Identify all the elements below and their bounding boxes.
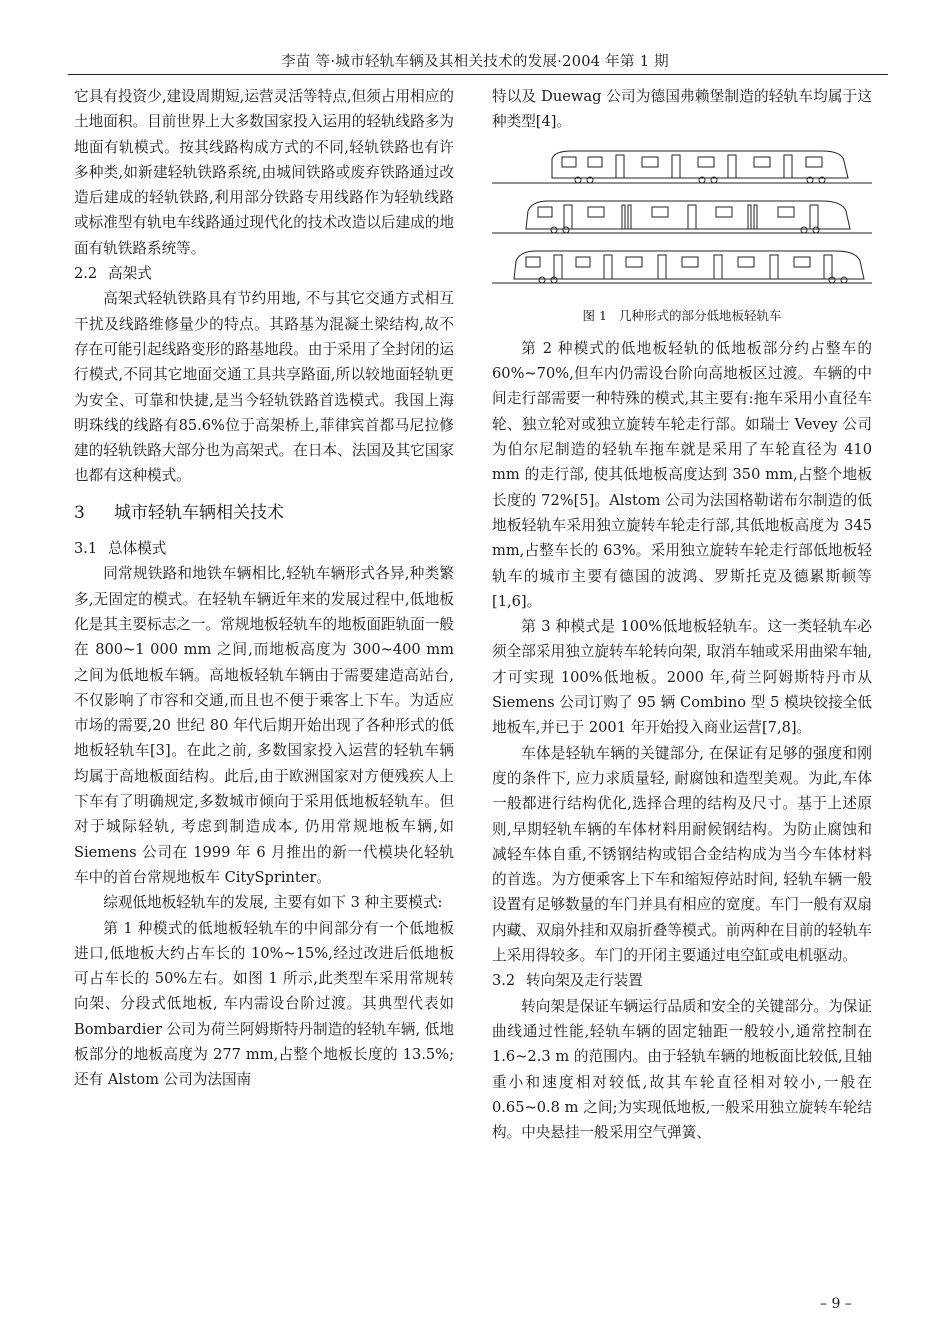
- figure-1: [492, 145, 872, 328]
- figure-caption-text: 几种形式的部分低地板轻轨车: [618, 307, 782, 323]
- figure-caption: [492, 303, 872, 328]
- running-header: 李苗 等·城市轻轨车辆及其相关技术的发展·2004 年第 1 期: [281, 54, 669, 70]
- left-column: [74, 84, 454, 1093]
- paragraph-continued: 特以及 Duewag 公司为德国弗赖堡制造的轻轨车均属于这种类型[4]。: [492, 88, 872, 131]
- section-title: 转向架及走行装置: [526, 972, 643, 990]
- section-number: 2.2: [74, 265, 98, 283]
- tram-drawing-1: [492, 151, 872, 183]
- right-column: [492, 84, 872, 1145]
- paragraph-car-body: 车体是轻轨车辆的关键部分, 在保证有足够的强度和刚度的条件下, 应力求质量轻, 耐腐蚀和造型美观。为此,车体一般都进行结构优化,选择合理的结构及尺寸。基于上述原则,早期轻轨车辆的车体材料用耐候钢结构。为防止腐蚀和减轻车体自重,不锈钢结构或铝合金结构成为当今车体材料的首选。为方便乘客上下车和缩短停站时间, 轻轨车辆一般设置有足够数量的车门并具有相应的宽度。车门一般有双扇内藏、双扇外挂和双扇折叠等模式。前两种在目前的轻轨车上采用得较多。车门的开闭主要通过电空缸或电机驱动。: [492, 744, 872, 965]
- paragraph-elevated: 高架式轻轨铁路具有节约用地, 不与其它交通方式相互干扰及线路维修量少的特点。其路基为混凝土梁结构,故不存在可能引起线路变形的路基地段。由于采用了全封闭的运行模式,不同其它地面交通工具共享路面,所以较地面轻轨更为安全、可靠和快捷,是当今轻轨铁路首选模式。我国上海明珠线的线路有85.6%位于高架桥上,菲律宾首都马尼拉修建的轻轨铁路大部分也为高架式。在日本、法国及其它国家也都有这种模式。: [74, 290, 454, 485]
- paragraph-mode-2: 第 2 种模式的低地板轻轨的低地板部分约占整车的 60%~70%,但车内仍需设台阶向高地板区过渡。车辆的中间走行部需要一种特殊的模式,其主要有:拖车采用小直径车轮、独立轮对或独立旋转车轮走行部。如瑞士 Vevey 公司为伯尔尼制造的轻轨车拖车就是采用了车轮直径为 410 mm 的走行部, 使其低地板高度达到 350 mm,占整个地板长度的 72%[5]。Alstom 公司为法国格勒诺布尔制造的低地板轻轨车采用独立旋转车轮走行部,其低地板高度为 345 mm,占整车长的 63%。采用独立旋转车轮走行部低地板轻轨车的城市主要有德国的波鸿、罗斯托克及德累斯顿等[1,6]。: [492, 339, 872, 610]
- paragraph-overall-mode: 同常规铁路和地铁车辆相比,轻轨车辆形式各异,种类繁多,无固定的模式。在轻轨车辆近年来的发展过程中,低地板化是其主要标志之一。常规地板轻轨车的地板面距轨面一般在 800~1 000 mm 之间,而地板高度为 300~400 mm 之间为低地板车辆。高地板轻轨车辆由于需要建造高站台,不仅影响了市容和交通,而且也不便于乘客上下车。为适应市场的需要,20 世纪 80 年代后期开始出现了各种形式的低地板轻轨车[3]。在此之前, 多数国家投入运营的轻轨车辆均属于高地板面结构。此后,由于欧洲国家对方便残疾人上下车有了明确规定,多数城市倾向于采用低地板轻轨车。但对于城际轻轨, 考虑到制造成本, 仍用常规地板车辆,如 Siemens 公司在 1999 年 6 月推出的新一代模块化轻轨车中的首台常规地板车 CitySprinter。: [74, 565, 454, 886]
- section-3-2-heading: [492, 968, 872, 993]
- section-title: 总体模式: [108, 540, 167, 558]
- tram-drawings: [492, 145, 872, 295]
- tram-drawing-2: [492, 201, 872, 233]
- tram-drawing-3: [492, 251, 872, 283]
- paragraph-bogie: 转向架是保证车辆运行品质和安全的关键部分。为保证曲线通过性能,轻轨车辆的固定轴距一般较小,通常控制在 1.6~2.3 m 的范围内。由于轻轨车辆的地板面比较低,且轴重小和速度相对较低,故其车轮直径相对较小,一般在 0.65~0.8 m 之间;为实现低地板,一般采用独立旋转车轮结构。中央悬挂一般采用空气弹簧、: [492, 997, 872, 1142]
- section-2-2-heading: [74, 261, 454, 286]
- section-number: 3: [74, 502, 85, 523]
- paragraph-mode-3: 第 3 种模式是 100%低地板轻轨车。这一类轻轨车必须全部采用独立旋转车轮转向架, 取消车轴或采用曲梁车轴,才可实现 100%低地板。2000 年,荷兰阿姆斯特丹市从 Siemens 公司订购了 95 辆 Combino 型 5 模块铰接全低地板车,并已于 2001 年开始投入商业运营[7,8]。: [492, 618, 872, 737]
- section-number: 3.1: [74, 540, 98, 558]
- page-number: – 9 –: [820, 1296, 852, 1312]
- header-rule: [68, 74, 888, 75]
- figure-number: 图 1: [582, 307, 607, 323]
- section-3-heading: [74, 501, 454, 526]
- section-3-1-heading: [74, 536, 454, 561]
- section-title: 高架式: [108, 265, 152, 283]
- paragraph-intro: 它具有投资少,建设周期短,运营灵活等特点,但须占用相应的土地面积。目前世界上大多数国家投入运用的轻轨线路多为地面有轨模式。按其线路构成方式的不同,轻轨铁路也有许多种类,如新建轻轨铁路系统,由城间铁路或废弃铁路通过改造后建成的轻轨铁路,利用部分铁路专用线路作为轻轨线路或标准型有轨电车线路通过现代化的技术改造以后建成的地面有轨铁路系统等。: [74, 88, 454, 257]
- paragraph-three-modes: 综观低地板轻轨车的发展, 主要有如下 3 种主要模式:: [103, 894, 443, 912]
- section-title: 城市轻轨车辆相关技术: [114, 502, 284, 523]
- paragraph-mode-1: 第 1 种模式的低地板轻轨车的中间部分有一个低地板进口,低地板大约占车长的 10%~15%,经过改进后低地板可占车长的 50%左右。如图 1 所示,此类型车采用常规转向架、分段式低地板, 车内需设台阶过渡。其典型代表如 Bombardier 公司为荷兰阿姆斯特丹制造的轻轨车辆, 低地板部分的地板高度为 277 mm,占整个地板长度的 13.5%;还有 Alstom 公司为法国南: [74, 919, 454, 1089]
- section-number: 3.2: [492, 972, 516, 990]
